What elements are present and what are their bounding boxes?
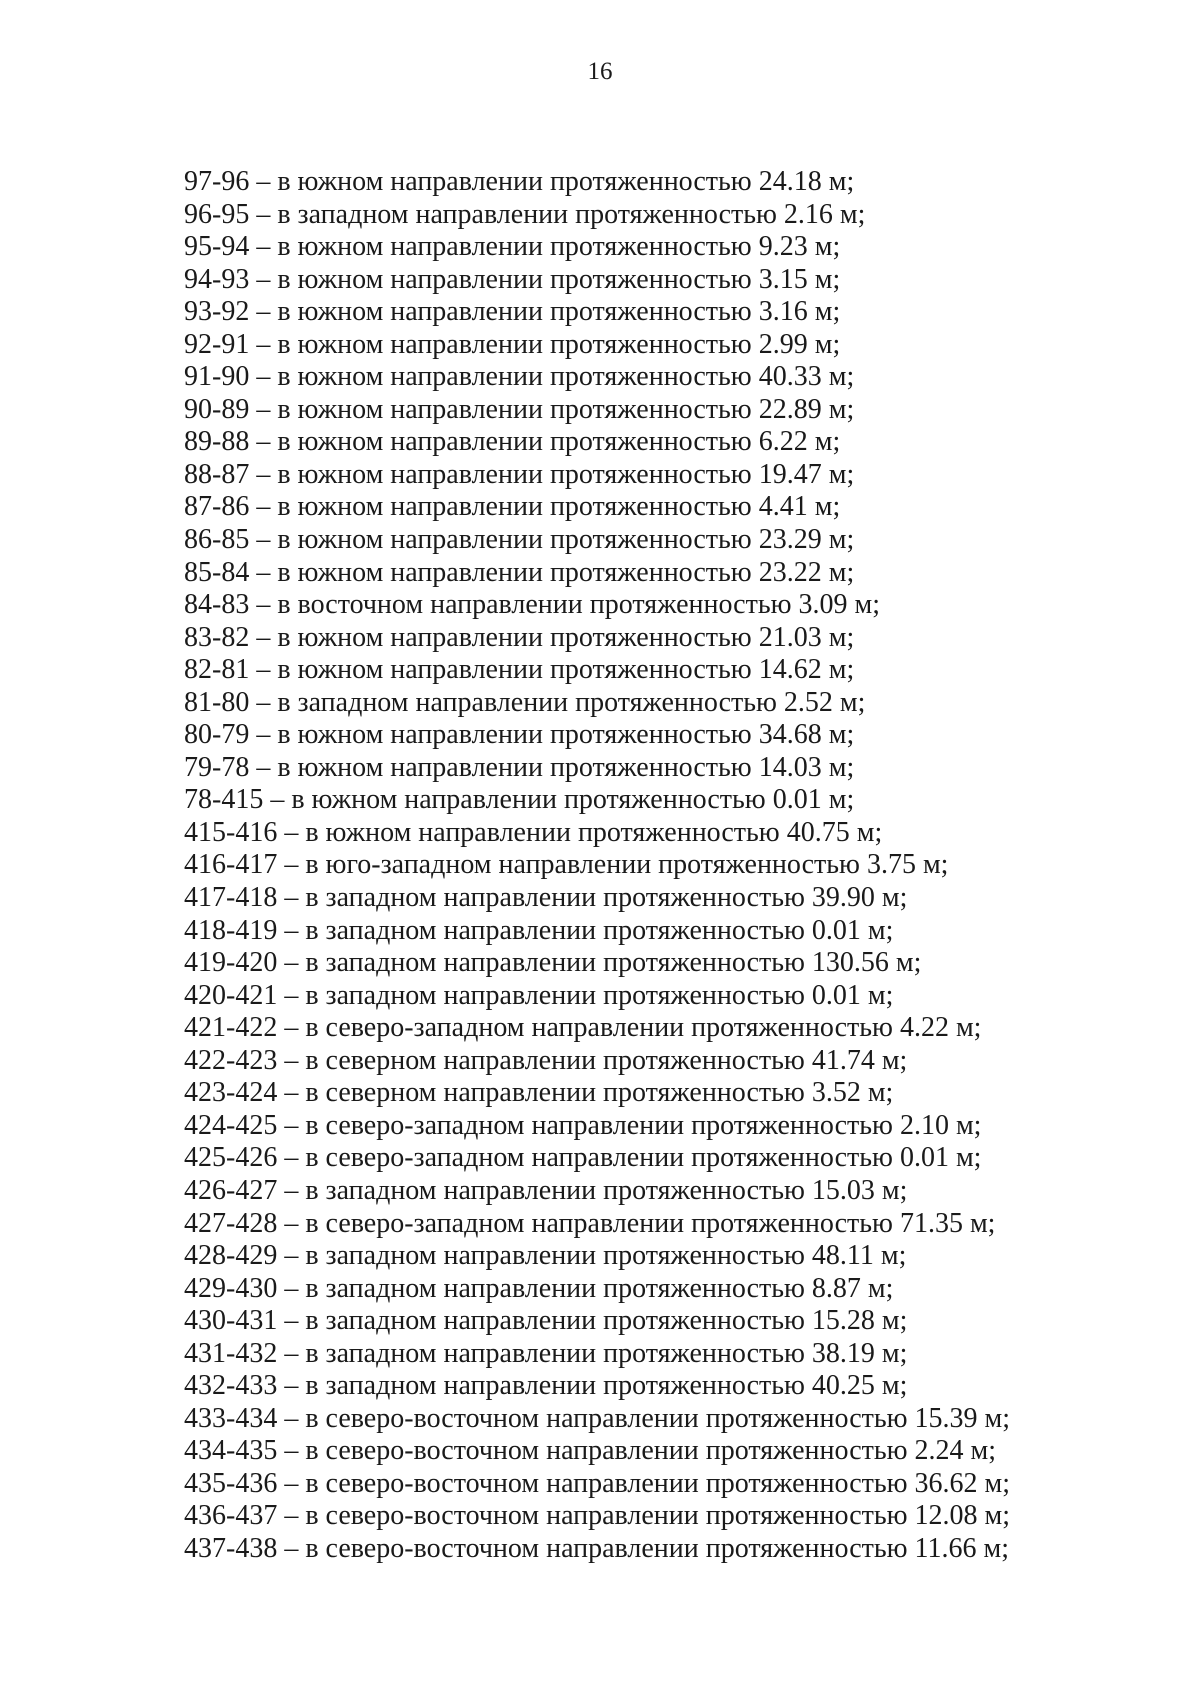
boundary-segment-list xyxy=(184,166,1144,1566)
boundary-segment-line: 91-90 – в южном направлении протяженностью 40.33 м; xyxy=(184,361,855,393)
boundary-segment-line: 90-89 – в южном направлении протяженностью 22.89 м; xyxy=(184,393,855,425)
boundary-segment-line: 428-429 – в западном направлении протяженностью 48.11 м; xyxy=(184,1240,907,1272)
boundary-segment-line: 416-417 – в юго-западном направлении протяженностью 3.75 м; xyxy=(184,849,949,881)
boundary-segment-line: 417-418 – в западном направлении протяженностью 39.90 м; xyxy=(184,882,908,914)
boundary-segment-line: 434-435 – в северо-восточном направлении протяженностью 2.24 м; xyxy=(184,1435,997,1467)
boundary-segment-line: 424-425 – в северо-западном направлении протяженностью 2.10 м; xyxy=(184,1109,982,1141)
boundary-segment-line: 435-436 – в северо-восточном направлении протяженностью 36.62 м; xyxy=(184,1467,1011,1499)
boundary-segment-line: 93-92 – в южном направлении протяженностью 3.16 м; xyxy=(184,296,841,328)
boundary-segment-line: 422-423 – в северном направлении протяженностью 41.74 м; xyxy=(184,1044,908,1076)
boundary-segment-line: 94-93 – в южном направлении протяженностью 3.15 м; xyxy=(184,263,841,295)
boundary-segment-line: 95-94 – в южном направлении протяженностью 9.23 м; xyxy=(184,231,841,263)
boundary-segment-line: 84-83 – в восточном направлении протяженностью 3.09 м; xyxy=(184,589,881,621)
boundary-segment-line: 89-88 – в южном направлении протяженностью 6.22 м; xyxy=(184,426,841,458)
boundary-segment-line: 432-433 – в западном направлении протяженностью 40.25 м; xyxy=(184,1370,908,1402)
boundary-segment-line: 418-419 – в западном направлении протяженностью 0.01 м; xyxy=(184,914,894,946)
boundary-segment-line: 421-422 – в северо-западном направлении протяженностью 4.22 м; xyxy=(184,1012,982,1044)
boundary-segment-line: 433-434 – в северо-восточном направлении протяженностью 15.39 м; xyxy=(184,1402,1011,1434)
boundary-segment-line: 83-82 – в южном направлении протяженностью 21.03 м; xyxy=(184,621,855,653)
boundary-segment-line: 423-424 – в северном направлении протяженностью 3.52 м; xyxy=(184,1077,894,1109)
boundary-segment-line: 82-81 – в южном направлении протяженностью 14.62 м; xyxy=(184,654,855,686)
boundary-segment-line: 431-432 – в западном направлении протяженностью 38.19 м; xyxy=(184,1337,908,1369)
boundary-segment-line: 92-91 – в южном направлении протяженностью 2.99 м; xyxy=(184,328,841,360)
boundary-segment-line: 425-426 – в северо-западном направлении протяженностью 0.01 м; xyxy=(184,1142,982,1174)
boundary-segment-line: 97-96 – в южном направлении протяженностью 24.18 м; xyxy=(184,166,855,197)
boundary-segment-line: 419-420 – в западном направлении протяженностью 130.56 м; xyxy=(184,947,922,979)
boundary-segment-line: 88-87 – в южном направлении протяженностью 19.47 м; xyxy=(184,458,855,490)
boundary-segment-line: 78-415 – в южном направлении протяженностью 0.01 м; xyxy=(184,784,855,816)
boundary-segment-line: 79-78 – в южном направлении протяженностью 14.03 м; xyxy=(184,751,855,783)
boundary-segment-line: 427-428 – в северо-западном направлении протяженностью 71.35 м; xyxy=(184,1207,996,1239)
boundary-segment-line: 96-95 – в западном направлении протяженностью 2.16 м; xyxy=(184,198,866,230)
boundary-segment-line: 429-430 – в западном направлении протяженностью 8.87 м; xyxy=(184,1272,894,1304)
boundary-segment-line: 426-427 – в западном направлении протяженностью 15.03 м; xyxy=(184,1174,908,1206)
boundary-segment-line: 87-86 – в южном направлении протяженностью 4.41 м; xyxy=(184,491,841,523)
boundary-segment-line: 430-431 – в западном направлении протяженностью 15.28 м; xyxy=(184,1305,908,1337)
page-number: 16 xyxy=(587,58,613,85)
boundary-segment-line: 86-85 – в южном направлении протяженностью 23.29 м; xyxy=(184,524,855,556)
boundary-segment-line: 81-80 – в западном направлении протяженностью 2.52 м; xyxy=(184,686,866,718)
boundary-segment-line: 85-84 – в южном направлении протяженностью 23.22 м; xyxy=(184,556,855,588)
boundary-segment-line: 80-79 – в южном направлении протяженностью 34.68 м; xyxy=(184,719,855,751)
boundary-segment-line: 415-416 – в южном направлении протяженностью 40.75 м; xyxy=(184,816,883,848)
boundary-segment-line: 420-421 – в западном направлении протяженностью 0.01 м; xyxy=(184,979,894,1011)
boundary-segment-line: 437-438 – в северо-восточном направлении протяженностью 11.66 м; xyxy=(184,1532,1010,1564)
boundary-segment-line: 436-437 – в северо-восточном направлении протяженностью 12.08 м; xyxy=(184,1500,1011,1532)
